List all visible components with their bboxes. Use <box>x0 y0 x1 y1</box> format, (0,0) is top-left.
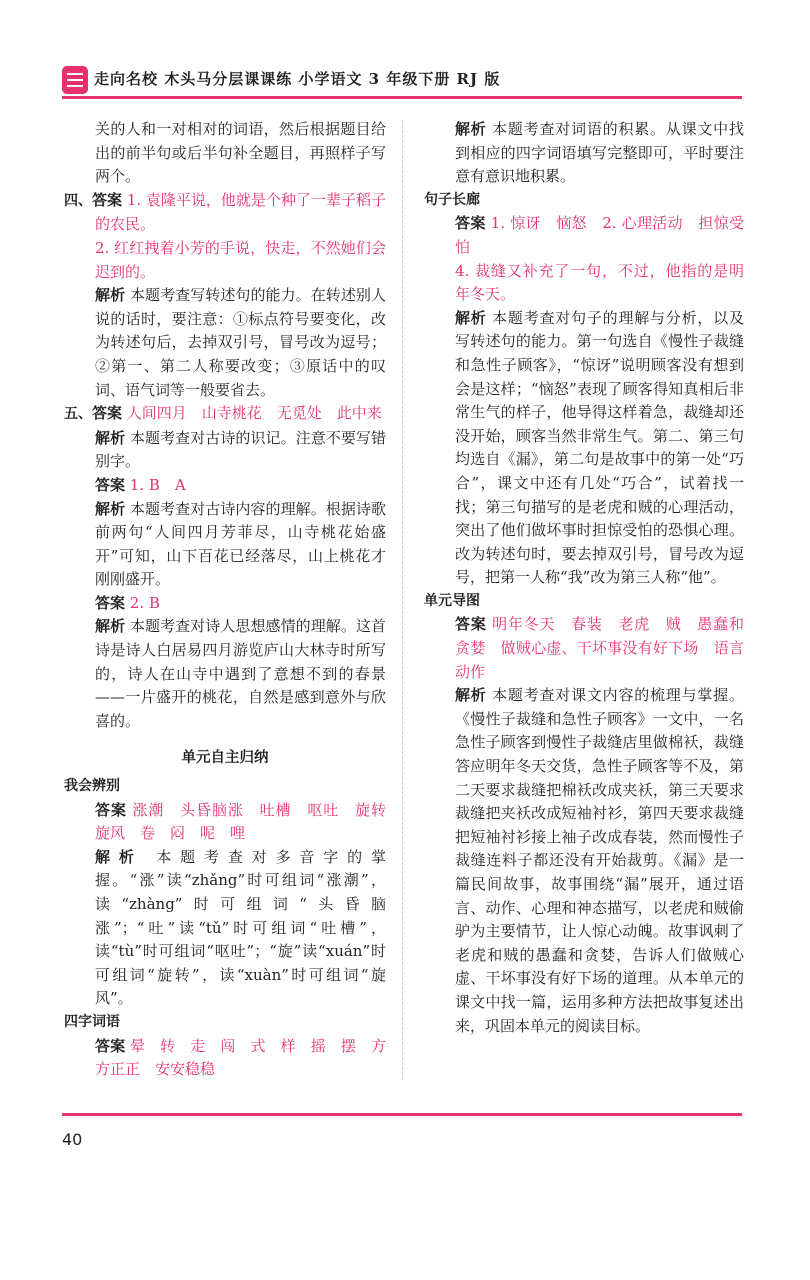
right-column <box>424 118 760 1038</box>
page-number: 40 <box>62 1130 83 1149</box>
header-title: 走向名校 木头马分层课课练 小学语文 3 年级下册 RJ 版 <box>94 70 501 88</box>
daotu-heading: 单元导图 <box>424 592 480 609</box>
left-column <box>64 118 401 1082</box>
page-header <box>62 64 742 96</box>
book-logo-icon <box>62 66 88 94</box>
s5-analysis-2: 解析 本题考查对古诗内容的理解。根据诗歌前两句“人间四月芳菲尽，山寺桃花始盛开”可知，山下百花已经落尽，山上桃花才刚刚盛开。 <box>95 499 386 589</box>
sizi-answer: 答案 晕 转 走 闯 式 样 摇 摆 方方正正 安安稳稳 <box>95 1036 386 1079</box>
bianbie-analysis: 解析 本题考查对多音字的掌握。“涨”读“zhǎng”时可组词“涨潮”，读“zhàng”时可组词“头昏脑涨”；“吐”读“tǔ”时可组词“吐槽”，读“tù”时可组词“呕吐”；“旋”读“xuán”时可组词“旋转”，读“xuàn”时可组词“旋风”。 <box>95 847 386 1008</box>
s4-answer-1: 四、答案 1. 袁隆平说，他就是个种了一辈子稻子的农民。 <box>64 190 386 234</box>
column-divider <box>402 120 403 1080</box>
s5-answer-1: 五、答案 人间四月 山寺桃花 无觅处 此中来 <box>64 404 382 423</box>
juzi-answer: 答案 1. 惊讶 恼怒 2. 心理活动 担惊受怕 <box>455 214 744 256</box>
s4-analysis: 解析 本题考查写转述句的能力。在转述别人说的话时，要注意：①标点符号要变化，改为转述句后，去掉双引号，冒号改为逗号；②第一、第二人称要改变；③原话中的叹词、语气词等一般要省去。 <box>95 286 386 399</box>
juzi-heading: 句子长廊 <box>424 191 480 208</box>
bianbie-answer: 答案 涨潮 头昏脑涨 吐槽 呕吐 旋转 旋风 卷 闷 呢 哩 <box>95 800 401 843</box>
s5-analysis-3: 解析 本题考查对诗人思想感情的理解。这首诗是诗人白居易四月游览庐山大林寺时所写的，诗人在山寺中遇到了意想不到的春景——一片盛开的桃花，自然是感到意外与欣喜的。 <box>95 617 386 730</box>
s5-analysis-1: 解析 本题考查对古诗的识记。注意不要写错别字。 <box>95 428 386 471</box>
sizi-heading: 四字词语 <box>64 1013 120 1030</box>
s5-answer-2: 答案 1. B A <box>95 475 186 494</box>
header-divider <box>62 96 742 99</box>
intro-text: 关的人和一对相对的词语，然后根据题目给出的前半句或后半句补全题目，再照样子写两个。 <box>95 120 386 186</box>
footer-divider <box>62 1113 742 1116</box>
section-title: 单元自主归纳 <box>181 750 269 767</box>
s4-answer-2: 2. 红红拽着小芳的手说，快走，不然她们会迟到的。 <box>95 238 386 281</box>
r-analysis-0: 解析 本题考查对词语的积累。从课文中找到相应的四字词语填写完整即可，平时要注意有意识地积累。 <box>455 120 744 186</box>
bianbie-heading: 我会辨别 <box>64 778 120 795</box>
juzi-answer-2: 4. 裁缝又补充了一句，不过，他指的是明年冬天。 <box>455 261 744 304</box>
juzi-analysis: 解析 本题考查对句子的理解与分析，以及写转述句的能力。第一句选自《慢性子裁缝和急性子顾客》，“惊讶”说明顾客没有想到会是这样；“恼怒”表现了顾客得知真相后非常生气的样子，他导得这样着急，裁缝却还没开始，顾客当然非常生气。第二、第三句均选自《漏》，第二句是故事中的第一处“巧合”，课文中还有几处“巧合”，试着找一找；第三句描写的是老虎和贼的心理活动，突出了他们做坏事时担惊受怕的恐惧心理。改为转述句时，要去掉双引号，冒号改为逗号，把第一人称“我”改为第三人称“他”。 <box>455 308 744 587</box>
s5-answer-3: 答案 2. B <box>95 593 160 612</box>
daotu-answer: 答案 明年冬天 春装 老虎 贼 愚蠢和贪婪 做贼心虚、干坏事没有好下场 语言 动作 <box>455 615 760 681</box>
daotu-analysis: 解析 本题考查对课文内容的梳理与掌握。《慢性子裁缝和急性子顾客》一文中，一名急性子顾客到慢性子裁缝店里做棉袄，裁缝答应明年冬天交货，急性子顾客等不及，第二天要求裁缝把棉袄改成夹袄，第三天要求裁缝把夹袄改成短袖衬衫，第四天要求裁缝把短袖衬衫接上袖子改成春装，然而慢性子裁缝连料子都还没有开始裁剪。《漏》是一篇民间故事，故事围绕“漏”展开，通过语言、动作、心理和神态描写，以老虎和贼偷驴为主要情节，让人惊心动魄。故事讽刺了老虎和贼的愚蠢和贪婪，告诉人们做贼心虚、干坏事没有好下场的道理。从本单元的课文中找一篇，运用多种方法把故事复述出来，巩固本单元的阅读目标。 <box>455 686 744 1035</box>
